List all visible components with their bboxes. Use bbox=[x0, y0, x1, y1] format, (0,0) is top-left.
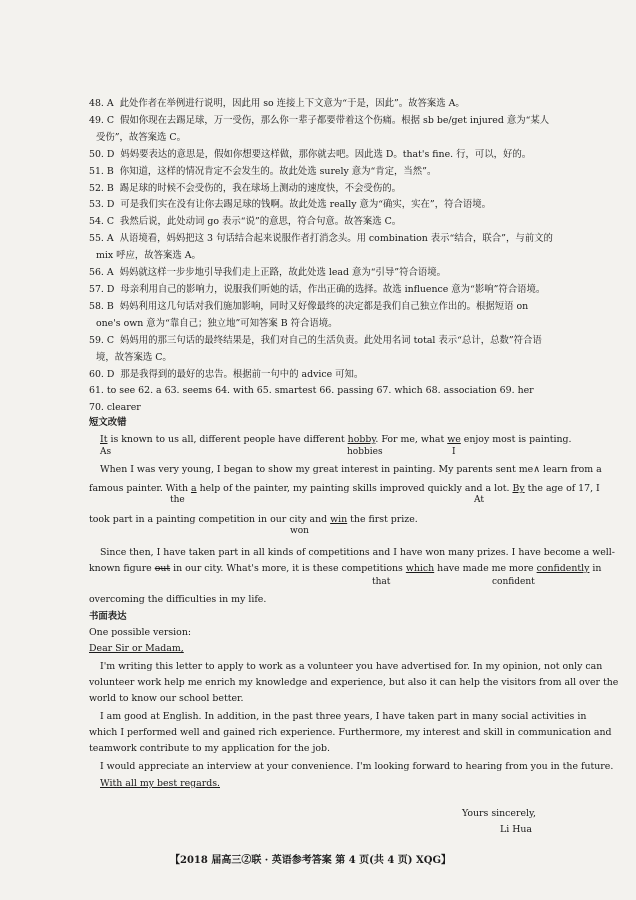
writing-version: One possible version: bbox=[89, 627, 192, 638]
writing-signoff: Yours sincerely, bbox=[462, 808, 537, 819]
answer-55: 55. A 从语境看，妈妈把这 3 句话结合起来说服作者打消念头。用 combination 表示“结合，联合”，与前文的 bbox=[89, 233, 553, 244]
answer-58: 58. B 妈妈利用这几句话对我们施加影响，同时又好像最终的决定都是我们自己独立作出的。根据短语 on bbox=[89, 301, 529, 312]
correction-line-4: took part in a painting competition in our city and win the first prize. bbox=[89, 514, 418, 525]
answer-53: 53. D 可是我们实在没有让你去踢足球的钱啊。故此处选 really 意为“确实，实在”，符合语境。 bbox=[89, 199, 491, 210]
answer-49: 49. C 假如你现在去踢足球，万一受伤，那么你一辈子都要带着这个伤痛。根据 sb be/get injured 意为“某人 bbox=[89, 115, 550, 126]
answer-57: 57. D 母亲利用自己的影响力，说服我们听她的话，作出正确的选择。故选 influence 意为“影响”符合语境。 bbox=[89, 284, 546, 295]
writing-name: Li Hua bbox=[500, 824, 533, 835]
answer-56: 56. A 妈妈就这样一步步地引导我们走上正路，故此处选 lead 意为“引导”符合语境。 bbox=[89, 267, 446, 278]
fill-answers-line-1: 61. to see 62. a 63. seems 64. with 65. smartest 66. passing 67. which 68. association 69. her bbox=[89, 385, 534, 396]
correction-heading: 短文改错 bbox=[89, 417, 127, 428]
page-footer: 【2018 届高三②联 · 英语参考答案 第 4 页(共 4 页) XQG】 bbox=[170, 855, 452, 866]
writing-para1-line2: volunteer work help me enrich my knowledge and experience, but also it can help the visitors from all over the bbox=[89, 677, 619, 688]
answer-48: 48. A 此处作者在举例进行说明，因此用 so 连接上下文意为“于是，因此”。故答案选 A。 bbox=[89, 98, 465, 109]
answer-54: 54. C 我然后说，此处动词 go 表示“说”的意思，符合句意。故答案选 C。 bbox=[89, 216, 402, 227]
fill-answers-line-2: 70. clearer bbox=[89, 402, 141, 413]
correction-line-7: overcoming the difficulties in my life. bbox=[89, 594, 267, 605]
correction-mark-hobbies: hobbies bbox=[347, 447, 383, 457]
writing-closing: With all my best regards. bbox=[100, 778, 220, 789]
writing-para2-line1: I am good at English. In addition, in the past three years, I have taken part in many social activities in bbox=[100, 711, 587, 722]
answer-59: 59. C 妈妈用的那三句话的最终结果是，我们对自己的生活负责。此处用名词 total 表示“总计，总数”符合语 bbox=[89, 335, 542, 346]
writing-heading: 书面表达 bbox=[89, 611, 127, 622]
writing-para2-line3: teamwork contribute to my application for the job. bbox=[89, 743, 330, 754]
writing-para1-line3: world to know our school better. bbox=[89, 693, 244, 704]
correction-mark-i: I bbox=[452, 447, 456, 457]
correction-line-1: It is known to us all, different people have different hobby. For me, what we enjoy most is painting. bbox=[100, 434, 572, 445]
correction-mark-won: won bbox=[290, 526, 309, 536]
answer-55-cont: mix 呼应，故答案选 A。 bbox=[96, 250, 201, 261]
correction-mark-at: At bbox=[474, 495, 484, 505]
correction-mark-confident: confident bbox=[492, 577, 535, 587]
correction-mark-the: the bbox=[170, 495, 185, 505]
correction-line-3: famous painter. With a help of the painter, my painting skills improved quickly and a lot. By the age of 17, I bbox=[89, 483, 600, 494]
correction-mark-that: that bbox=[372, 577, 391, 587]
writing-salutation: Dear Sir or Madam, bbox=[89, 643, 184, 654]
answer-58-cont: one's own 意为“靠自己；独立地”可知答案 B 符合语境。 bbox=[96, 318, 338, 329]
answer-50: 50. D 妈妈要表达的意思是，假如你想要这样做，那你就去吧。因此选 D。that's fine. 行，可以，好的。 bbox=[89, 149, 532, 160]
writing-para3-line1: I would appreciate an interview at your convenience. I'm looking forward to hearing from you in the future. bbox=[100, 761, 614, 772]
writing-para2-line2: which I performed well and gained rich experience. Furthermore, my interest and skill in communication and bbox=[89, 727, 612, 738]
correction-line-5: Since then, I have taken part in all kinds of competitions and I have won many prizes. I have become a well- bbox=[100, 547, 615, 558]
answer-60: 60. D 那是我得到的最好的忠告。根据前一句中的 advice 可知。 bbox=[89, 369, 364, 380]
correction-line-2: When I was very young, I began to show my great interest in painting. My parents sent me∧ learn from a bbox=[100, 464, 602, 475]
correction-mark-as: As bbox=[100, 447, 112, 457]
answer-49-cont: 受伤”，故答案选 C。 bbox=[96, 132, 186, 143]
answer-51: 51. B 你知道，这样的情况肯定不会发生的。故此处选 surely 意为“肯定，当然”。 bbox=[89, 166, 437, 177]
writing-para1-line1: I'm writing this letter to apply to work as a volunteer you have advertised for. In my opinion, not only can bbox=[100, 661, 603, 672]
answer-52: 52. B 踢足球的时候不会受伤的，我在球场上测动的速度快，不会受伤的。 bbox=[89, 183, 402, 194]
answer-59-cont: 境，故答案选 C。 bbox=[96, 352, 172, 363]
correction-line-6: known figure out in our city. What's more, it is these competitions which have made me more confidently in bbox=[89, 563, 602, 574]
